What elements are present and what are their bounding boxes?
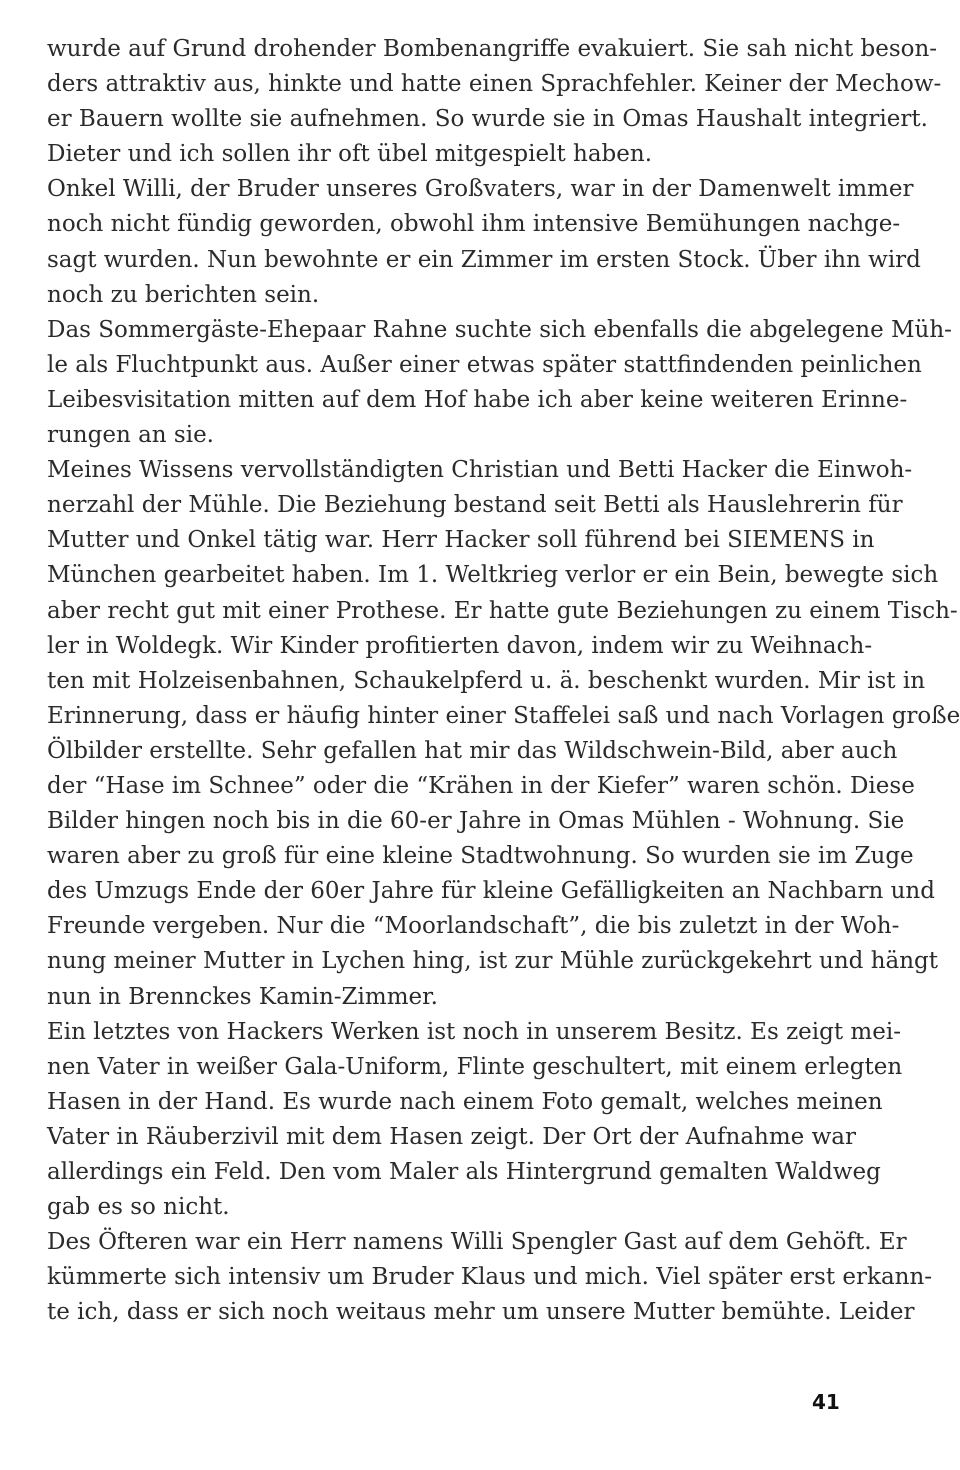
text-line: sagt wurden. Nun bewohnte er ein Zimmer im ersten Stock. Über ihn wird	[47, 246, 921, 273]
text-line: Ein letztes von Hackers Werken ist noch in unserem Besitz. Es zeigt mei-	[47, 1018, 901, 1045]
text-line: te ich, dass er sich noch weitaus mehr um unsere Mutter bemühte. Leider	[47, 1299, 915, 1326]
text-line: München gearbeitet haben. Im 1. Weltkrieg verlor er ein Bein, bewegte sich	[47, 562, 939, 589]
text-line: allerdings ein Feld. Den vom Maler als Hintergrund gemalten Waldweg	[47, 1159, 881, 1185]
text-line: Hasen in der Hand. Es wurde nach einem Foto gemalt, welches meinen	[47, 1088, 883, 1115]
text-line: Ölbilder erstellte. Sehr gefallen hat mir das Wildschwein-Bild, aber auch	[47, 737, 898, 764]
text-line: gab es so nicht.	[47, 1194, 230, 1221]
text-line: Meines Wissens vervollständigten Christian und Betti Hacker die Einwoh-	[47, 457, 913, 484]
page-number: 41	[812, 1390, 840, 1414]
text-line: Leibesvisitation mitten auf dem Hof habe ich aber keine weiteren Erinne-	[47, 386, 908, 413]
text-line: noch nicht fündig geworden, obwohl ihm intensive Bemühungen nachge-	[47, 211, 901, 238]
text-line: nung meiner Mutter in Lychen hing, ist zur Mühle zurückgekehrt und hängt	[47, 948, 939, 975]
text-line: nerzahl der Mühle. Die Beziehung bestand seit Betti als Hauslehrerin für	[47, 492, 903, 519]
text-line: Freunde vergeben. Nur die “Moorlandschaft”, die bis zuletzt in der Woh-	[47, 913, 900, 940]
text-line: noch zu berichten sein.	[47, 281, 320, 308]
text-line: waren aber zu groß für eine kleine Stadtwohnung. So wurden sie im Zuge	[47, 843, 914, 870]
text-line: er Bauern wollte sie aufnehmen. So wurde sie in Omas Haushalt integriert.	[47, 106, 928, 133]
text-line: Dieter und ich sollen ihr oft übel mitgespielt haben.	[47, 141, 653, 168]
text-line: ders attraktiv aus, hinkte und hatte einen Sprachfehler. Keiner der Mechow-	[47, 71, 942, 98]
text-line: le als Fluchtpunkt aus. Außer einer etwas später stattfindenden peinlichen	[47, 351, 922, 378]
text-line: Das Sommergäste-Ehepaar Rahne suchte sich ebenfalls die abgelegene Müh-	[47, 316, 952, 343]
text-line: nun in Brennckes Kamin-Zimmer.	[47, 983, 438, 1010]
text-line: Bilder hingen noch bis in die 60-er Jahre in Omas Mühlen - Wohnung. Sie	[47, 808, 905, 835]
text-line: kümmerte sich intensiv um Bruder Klaus und mich. Viel später erst erkann-	[47, 1264, 933, 1291]
text-line: wurde auf Grund drohender Bombenangriffe evakuiert. Sie sah nicht beson-	[47, 36, 938, 62]
text-line: Vater in Räuberzivil mit dem Hasen zeigt. Der Ort der Aufnahme war	[47, 1123, 856, 1150]
text-line: nen Vater in weißer Gala-Uniform, Flinte geschultert, mit einem erlegten	[47, 1053, 903, 1080]
text-line: aber recht gut mit einer Prothese. Er hatte gute Beziehungen zu einem Tisch-	[47, 597, 958, 624]
book-page-body	[47, 32, 960, 1330]
text-line: rungen an sie.	[47, 422, 214, 449]
text-line: ler in Woldegk. Wir Kinder profitierten davon, indem wir zu Weihnach-	[47, 632, 873, 659]
text-line: des Umzugs Ende der 60er Jahre für kleine Gefälligkeiten an Nachbarn und	[47, 878, 935, 905]
text-line: Des Öfteren war ein Herr namens Willi Spengler Gast auf dem Gehöft. Er	[47, 1229, 907, 1256]
text-line: Mutter und Onkel tätig war. Herr Hacker soll führend bei SIEMENS in	[47, 527, 875, 554]
text-line: Onkel Willi, der Bruder unseres Großvaters, war in der Damenwelt immer	[47, 176, 914, 203]
text-line: der “Hase im Schnee” oder die “Krähen in der Kiefer” waren schön. Diese	[47, 772, 915, 799]
text-line: ten mit Holzeisenbahnen, Schaukelpferd u. ä. beschenkt wurden. Mir ist in	[47, 667, 926, 694]
text-line: Erinnerung, dass er häufig hinter einer Staffelei saß und nach Vorlagen große	[47, 702, 960, 729]
